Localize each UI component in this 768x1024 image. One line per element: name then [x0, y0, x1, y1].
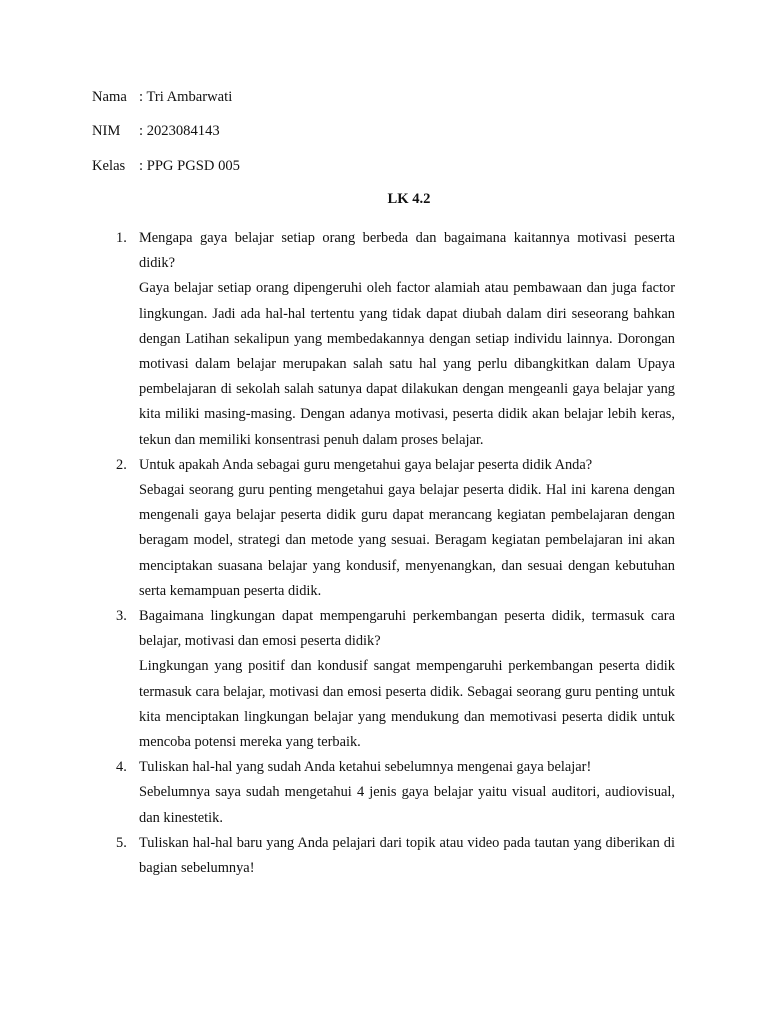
list-item — [116, 831, 675, 881]
question-text: Untuk apakah Anda sebagai guru mengetahui gaya belajar peserta didik Anda? — [139, 456, 593, 473]
item-number: 3. — [116, 608, 127, 625]
list-item — [116, 755, 675, 831]
question-list — [116, 226, 675, 881]
name-row — [92, 88, 232, 106]
question-text: Mengapa gaya belajar setiap orang berbeda dan bagaimana kaitannya motivasi peserta didik? — [139, 230, 675, 272]
nim-label: NIM — [92, 123, 121, 139]
class-label: Kelas — [92, 158, 126, 174]
item-number: 1. — [116, 230, 127, 246]
item-number: 4. — [116, 759, 127, 776]
list-item — [116, 226, 675, 453]
list-item — [116, 604, 675, 755]
class-value: : PPG PGSD 005 — [139, 158, 240, 174]
nim-row — [92, 122, 220, 140]
class-row — [92, 157, 240, 175]
answer-text: Gaya belajar setiap orang dipengeruhi oleh factor alamiah atau pembawaan dan juga factor lingkungan. Jadi ada hal-hal tertentu yang tidak dapat diubah dalam diri seseorang bahkan dengan Latihan sekalipun yang membedakannya dengan setiap individu lainnya. Dorongan motivasi dalam belajar merupakan salah satu hal yang perlu dibangkitkan dalam Upaya pembelajaran di sekolah salah satunya dapat dilakukan dengan mengeanli gaya belajar yang kita miliki masing-masing. Dengan adanya motivasi, peserta didik akan belajar lebih keras, tekun dan memiliki konsentrasi penuh dalam proses belajar. — [139, 280, 675, 448]
answer-text: Sebelumnya saya sudah mengetahui 4 jenis gaya belajar yaitu visual auditori, audiovisual, dan kinestetik. — [139, 784, 675, 826]
name-label: Nama — [92, 89, 127, 105]
question-text: Bagaimana lingkungan dapat mempengaruhi perkembangan peserta didik, termasuk cara belajar, motivasi dan emosi peserta didik? — [139, 608, 675, 650]
item-number: 5. — [116, 834, 127, 851]
item-number: 2. — [116, 456, 127, 473]
name-value: : Tri Ambarwati — [139, 89, 233, 105]
list-item — [116, 453, 675, 604]
nim-value: : 2023084143 — [139, 123, 220, 139]
answer-text: Sebagai seorang guru penting mengetahui gaya belajar peserta didik. Hal ini karena dengan mengenali gaya belajar peserta didik guru dapat merancang kegiatan pembelajaran dengan beragam model, strategi dan metode yang sesuai. Beragam kegiatan pembelajaran ini akan menciptakan suasana belajar yang kondusif, menyenangkan, dan sesuai dengan kebutuhan serta kemampuan peserta didik. — [139, 482, 675, 599]
question-text: Tuliskan hal-hal baru yang Anda pelajari dari topik atau video pada tautan yang diberikan di bagian sebelumnya! — [139, 834, 675, 877]
page-title: LK 4.2 — [387, 191, 431, 207]
answer-text: Lingkungan yang positif dan kondusif sangat mempengaruhi perkembangan peserta didik termasuk cara belajar, motivasi dan emosi peserta didik. Sebagai seorang guru penting untuk kita menciptakan lingkungan belajar yang mendukung dan memotivasi peserta didik untuk mencoba potensi mereka yang terbaik. — [139, 658, 675, 751]
question-text: Tuliskan hal-hal yang sudah Anda ketahui sebelumnya mengenai gaya belajar! — [139, 759, 592, 776]
